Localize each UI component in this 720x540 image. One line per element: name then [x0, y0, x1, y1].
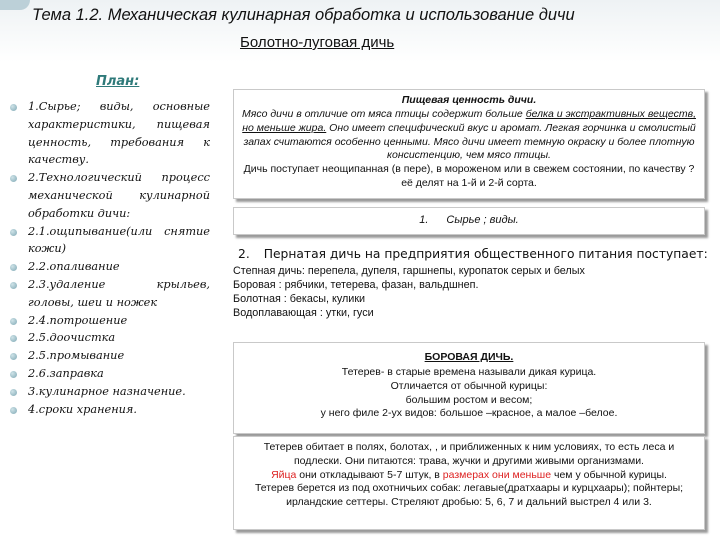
- list-item: Болотная : бекасы, кулики: [233, 293, 366, 305]
- bullet-icon: [10, 335, 17, 342]
- list-item: 3.кулинарное назначение.: [10, 383, 210, 401]
- list-item: Водоплавающая : утки, гуси: [233, 307, 374, 319]
- nutrition-heading: Пищевая ценность дичи.: [401, 94, 537, 106]
- nutrition-box: [233, 89, 705, 199]
- list-item: у него филе 2-ух видов: большое –красное, а малое –белое.: [320, 407, 618, 420]
- borovaya-heading: БОРОВАЯ ДИЧЬ.: [424, 351, 514, 363]
- list-item: 2.1.ощипывание(или снятие кожи): [10, 223, 210, 259]
- list-item: 2.5.промывание: [10, 347, 210, 365]
- section1-label: Сырье ; виды.: [446, 214, 519, 226]
- list-item: большим ростом и весом;: [405, 393, 533, 406]
- page-title: Тема 1.2. Механическая кулинарная обработка и использование дичи: [32, 6, 575, 24]
- list-item: 2.6.заправка: [10, 365, 210, 383]
- list-item: Боровая : рябчики, тетерева, фазан, вальдшнеп.: [233, 279, 479, 291]
- list-item: 2.Технологический процесс механической кулинарной обработки дичи:: [10, 169, 210, 222]
- borovaya-box: [233, 342, 705, 434]
- bullet-icon: [10, 175, 17, 182]
- section2-lines: [233, 264, 585, 320]
- bullet-icon: [10, 104, 17, 111]
- header-bar: [0, 0, 720, 62]
- bullet-icon: [10, 282, 17, 289]
- nutrition-text: Мясо дичи в отличие от мяса птицы содержит больше белка и экстрактивных веществ, но меньше жира. Оно имеет специфический вкус и аромат. Легкая горчинка и смолистый запах считаются особенно ценными. Мясо дичи имеет темную окраску и более плотную консистенцию, чем мясо птицы. Дичь поступает неощипанная (в пере), в мороженом или в свежем состоянии, по качеству ?её делят на 1-й и 2-й сорта.: [242, 108, 696, 189]
- list-item: 2.3.удаление крыльев, головы, шеи и ножек: [10, 276, 210, 312]
- plan-list: [10, 98, 210, 418]
- bullet-icon: [10, 353, 17, 360]
- list-item: 2.2.опаливание: [10, 258, 210, 276]
- list-item: Степная дичь: перепела, дупеля, гаршнепы, куропаток серых и белых: [233, 265, 585, 277]
- list-item: 2.5.доочистка: [10, 329, 210, 347]
- bullet-icon: [10, 407, 17, 414]
- bullet-icon: [10, 264, 17, 271]
- bullet-icon: [10, 371, 17, 378]
- bullet-icon: [10, 229, 17, 236]
- bullet-icon: [10, 389, 17, 396]
- bullet-icon: [10, 318, 17, 325]
- list-item: Отличается от обычной курицы:: [390, 379, 548, 392]
- page-subtitle: Болотно-луговая дичь: [240, 34, 395, 51]
- list-item: Тетерев- в старые времена называли дикая курица.: [341, 366, 597, 378]
- list-item: 2.4.потрошение: [10, 312, 210, 330]
- plan-heading: План:: [96, 74, 140, 89]
- list-item: 4.сроки хранения.: [10, 401, 210, 419]
- tetrev-box: Тетерев обитает в полях, болотах, , и приближенных к ним условиях, то есть леса и подлески. Они питаются: трава, жучки и другими живыми организмами. Яйца они откладывают 5-7 штук, в размерах они меньше чем у обычной курицы. Тетерев берется из под охотничьих собак: легавые(дратхаары и курцхаары); пойнтеры; ирландские сеттеры. Стреляют дробью: 5, 6, 7 и дальний выстрел 4 или 3.: [233, 436, 705, 530]
- section1-box: [233, 207, 705, 235]
- section1-number: 1.: [419, 214, 429, 226]
- corner-decoration: [0, 0, 30, 10]
- list-item: 1.Сырье; виды, основные характеристики, пищевая ценность, требования к качеству.: [10, 98, 210, 169]
- section2-heading: 2. Пернатая дичь на предприятия общественного питания поступает:: [238, 247, 708, 261]
